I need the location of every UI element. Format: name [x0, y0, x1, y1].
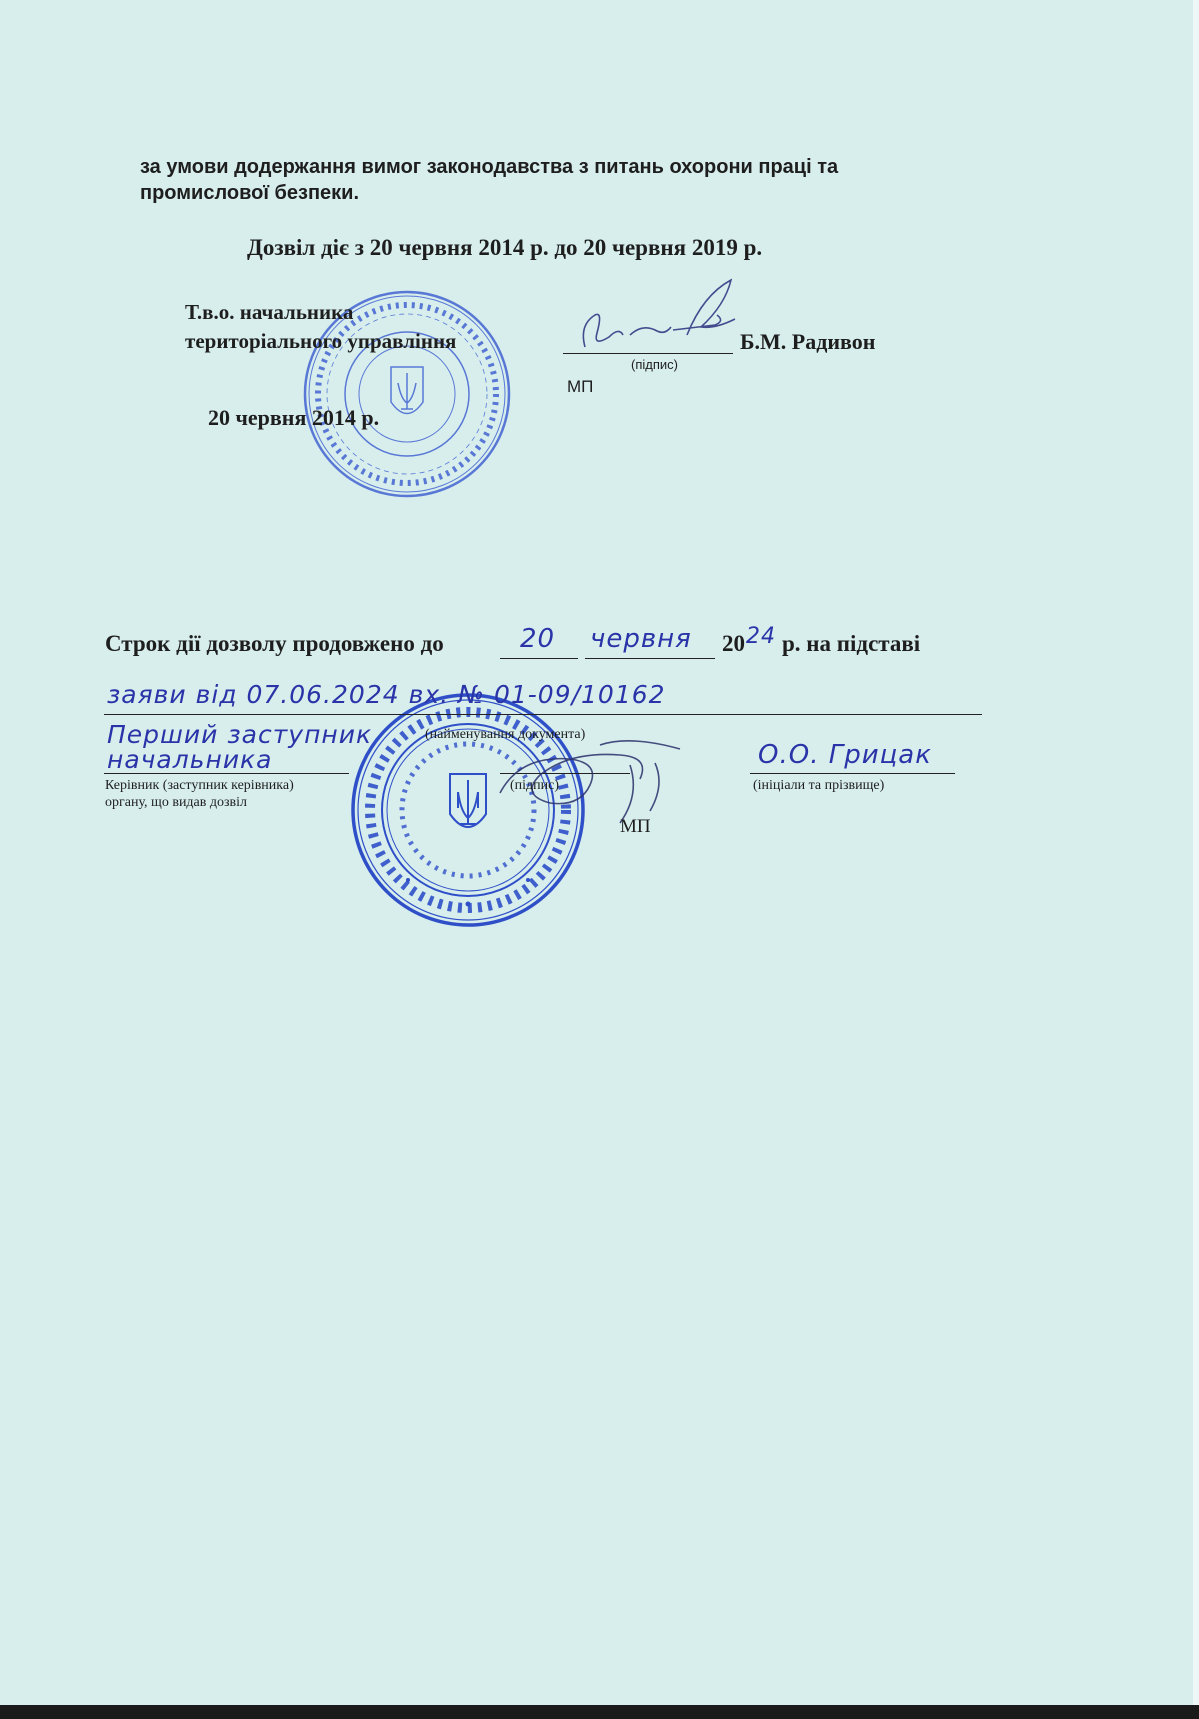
signer-name: Б.М. Радивон: [740, 329, 876, 354]
condition-text-line2: промислової безпеки.: [140, 182, 360, 204]
handwritten-position-line1: Перший заступник: [107, 720, 373, 749]
handwritten-day: 20: [520, 624, 556, 654]
extension-suffix: р. на підставі: [782, 631, 921, 656]
handwritten-year: 24: [746, 624, 776, 649]
signature-1: [575, 275, 740, 355]
signature-caption: (підпис): [631, 357, 678, 372]
handwritten-basis: заяви від 07.06.2024 вх. № 01-09/10162: [107, 680, 666, 709]
signer-position-line1: Т.в.о. начальника: [185, 300, 354, 324]
signature-2: [480, 715, 710, 825]
position-underline: [104, 773, 349, 774]
page-edge: [1193, 0, 1199, 1705]
handwritten-month: червня: [590, 624, 692, 654]
head-caption-line2: органу, що видав дозвіл: [105, 795, 248, 810]
stamp-place-label-1: МП: [567, 377, 594, 396]
bottom-bar: [0, 1705, 1199, 1719]
initials-caption: (ініціали та прізвище): [753, 778, 885, 793]
handwritten-position-line2: начальника: [107, 745, 273, 774]
month-underline: [585, 658, 715, 659]
year-prefix: 20: [722, 631, 745, 656]
head-caption-line1: Керівник (заступник керівника): [105, 778, 294, 793]
initials-underline: [750, 773, 955, 774]
condition-text-line1: за умови додержання вимог законодавства з питань охорони праці та: [140, 156, 839, 178]
signature-caption-2: (підпис): [510, 778, 560, 793]
sign-date: 20 червня 2014 р.: [208, 405, 380, 430]
signer-position-line2: територіального управління: [185, 329, 457, 353]
extension-prefix: Строк дії дозволу продовжено до: [105, 631, 444, 656]
stamp-place-label-2: МП: [620, 816, 651, 837]
day-underline: [500, 658, 578, 659]
handwritten-signer: О.О. Грицак: [758, 740, 932, 770]
document-name-caption: (найменування документа): [425, 727, 586, 742]
validity-period: Дозвіл діє з 20 червня 2014 р. до 20 червня 2019 р.: [247, 235, 763, 260]
